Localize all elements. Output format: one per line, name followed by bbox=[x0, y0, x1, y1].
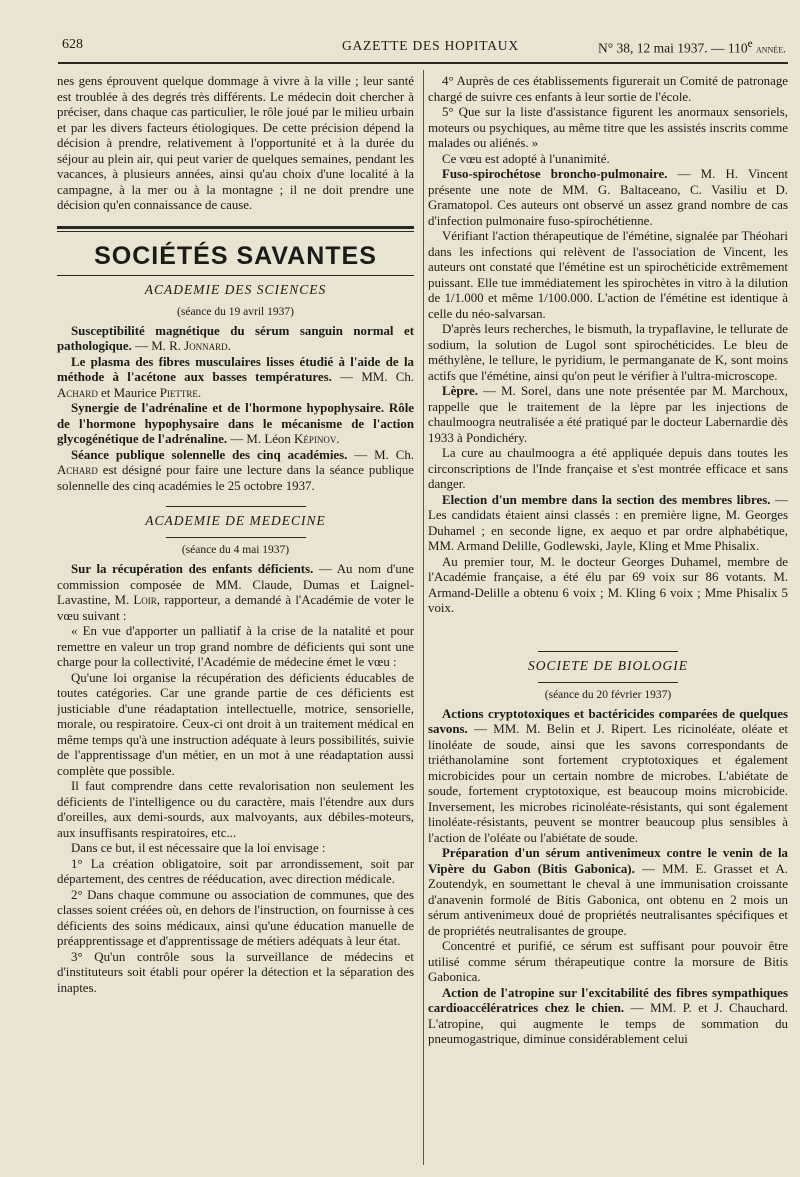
medecine-paragraph: Qu'une loi organise la récupération des déficients éducables de toutes catégories. Car une grande partie de ces déficients est justiciable d'une réadaptation intellectuelle, motrice, sensorielle, morale, ou respiratoire. Ceux-ci ont droit à un traitement médical en même temps qu'à une instruction adéquate à leurs possibilités, suivie de l'apprentissage d'un métier, en un mot à une réadaptation aussi complète que possible. bbox=[57, 670, 414, 778]
lepre-paragraph: La cure au chaulmoogra a été appliquée depuis dans toutes les circonscriptions de l'Inde française et s'est montrée efficace et sans danger. bbox=[428, 446, 788, 491]
medecine-item: Sur la récupération des enfants déficients. — Au nom d'une commission composée de MM. Claude, Dumas et Laignel-Lavastine, M. Loir, rapporteur, a demandé à l'Académie de voter le vœu suivant : bbox=[57, 562, 414, 623]
fuso-paragraph: Vérifiant l'action thérapeutique de l'émétine, signalée par Théohari dans les infections qui relèvent de l'association de Vincent, les auteurs ont constaté que l'émétine est un spirochéticide extrêmement puissant. Elle tue immédiatement les spirochètes in vitro à la dilution de 1/1.000 et même 1/100.000. L'action de l'émétine est identique à celle du néo-salvarsan. bbox=[428, 229, 788, 321]
medecine-paragraph: « En vue d'apporter un palliatif à la crise de la natalité et pour remettre en valeur un trop grand nombre de déficients qui sont une charge pour la collectivité, l'Académie de médecine émet le vœu : bbox=[57, 624, 414, 669]
sciences-item-3: Synergie de l'adrénaline et de l'hormone hypophysaire. Rôle de l'hormone hypophysaire dans le mécanisme de l'action glycogénétique de l'adrénaline. — M. Léon Képinov. bbox=[57, 401, 414, 446]
election-item: Election d'un membre dans la section des membres libres. — Les candidats étaient ainsi classés : en première ligne, M. Georges Duhamel ; en seconde ligne, ex aequo et par ordre alphabétique, MM. Armand Delille, Godlewski, Jayle, Kling et Mme Phisalix. bbox=[428, 492, 788, 553]
divider-rule bbox=[166, 537, 306, 538]
title-rule bbox=[57, 275, 414, 276]
left-column bbox=[57, 74, 414, 1164]
fuso-item: Fuso-spirochétose broncho-pulmonaire. — M. H. Vincent présente une note de MM. G. Baltaceano, C. Vasiliu et D. Gramatopol. Ces auteurs ont observé un assez grand nombre de cas d'infection pulmonaire fuso-spirochétienne. bbox=[428, 167, 788, 228]
serum-item: Préparation d'un sérum antivenimeux contre le venin de la Vipère du Gabon (Bitis Gabonica). — MM. E. Grasset et A. Zoutendyk, en soumettant le cheval à une immunisation croissante d'anavenin formolé de Bitis Gabonica, ont obtenu en 2 mois un sérum antivenimeux doué de propriétés neutralisantes spécifiques et de propriétés neutralisantes de groupe. bbox=[428, 846, 788, 938]
intro-paragraph: nes gens éprouvent quelque dommage à vivre à la ville ; leur santé est troublée à des degrés très différents. Le médecin doit chercher à préciser, dans chaque cas particulier, le rôle joué par le milieu urbain et par les divers facteurs étiologiques. De cette précision dépend la décision à prendre, relativement à l'opportunité et à la durée du séjour au plein air, qui peut varier de quelques semaines, pendant les vacances, à plusieurs années, ainsi qu'au choix d'une localité à la campagne, à la mer ou à la montagne ; il ne doit prendre une décision qu'en connaissance de cause. bbox=[57, 74, 414, 212]
journal-title: GAZETTE DES HOPITAUX bbox=[342, 38, 519, 53]
right-column bbox=[428, 74, 788, 1164]
running-header bbox=[58, 36, 788, 64]
page-number: 628 bbox=[62, 37, 83, 52]
sciences-session-date: (séance du 19 avril 1937) bbox=[177, 305, 294, 318]
section-title: SOCIÉTÉS SAVANTES bbox=[94, 241, 377, 270]
divider-rule bbox=[538, 651, 678, 652]
academie-sciences-heading: ACADEMIE DES SCIENCES bbox=[144, 281, 327, 297]
medecine-paragraph: 2° Dans chaque commune ou association de communes, que des classes soient créées où, en dehors de l'instruction, on fournisse à ces déficients des soins médicaux, ainsi qu'une éducation manuelle de préapprentissage et d'apprentissage de métiers adéquats à leur état. bbox=[57, 887, 414, 948]
column-divider bbox=[423, 70, 424, 1165]
biologie-session-date: (séance du 20 février 1937) bbox=[544, 688, 672, 701]
medecine-paragraph: Dans ce but, il est nécessaire que la loi envisage : bbox=[71, 841, 326, 855]
societe-biologie-heading: SOCIETE DE BIOLOGIE bbox=[528, 657, 688, 673]
serum-paragraph: Concentré et purifié, ce sérum est suffisant pour pouvoir être utilisé comme sérum thérapeutique contre la morsure de Bitis Gabonica. bbox=[428, 939, 788, 984]
voeu-paragraph: 5° Que sur la liste d'assistance figurent les anormaux sensoriels, moteurs ou psychiques, au même titre que les assistés inscrits comme malades ou aliénés. » bbox=[428, 105, 788, 150]
issue-info: N° 38, 12 mai 1937. — 110e année. bbox=[598, 38, 786, 56]
sciences-item-2: Le plasma des fibres musculaires lisses étudié à l'aide de la méthode à l'acétone aux basses températures. — MM. Ch. Achard et Maurice Piettre. bbox=[57, 354, 414, 400]
election-paragraph: Au premier tour, M. le docteur Georges Duhamel, membre de l'Académie française, a été élu par 69 voix sur 86 votants. M. Armand-Delille a obtenu 6 voix ; M. Kling 6 voix ; Mme Phisalix 5 voix. bbox=[428, 554, 788, 615]
divider-rule bbox=[538, 682, 678, 683]
atropine-item: Action de l'atropine sur l'excitabilité des fibres sympathiques cardioaccélératrices chez le chien. — MM. P. et J. Chauchard. L'atropine, qui augmente le temps de sommation du pneumogastrique, diminue considérablement celui bbox=[428, 985, 788, 1046]
medecine-paragraph: Il faut comprendre dans cette revalorisation non seulement les déficients de l'intelligence ou du caractère, mais l'étendre aux durs d'oreilles, aux demi-sourds, aux malvoyants, aux débiles-moteurs, aux insuffisants respiratoires, etc... bbox=[57, 779, 414, 840]
sciences-item-1: Susceptibilité magnétique du sérum sanguin normal et pathologique. — M. R. Jonnard. bbox=[57, 323, 414, 353]
voeu-paragraph: Ce vœu est adopté à l'unanimité. bbox=[442, 151, 610, 166]
divider-rule bbox=[166, 506, 306, 507]
medecine-paragraph: 3° Qu'un contrôle sous la surveillance de médecins et d'instituteurs soit établi pour opérer la détection et la séparation des inaptes. bbox=[57, 949, 414, 995]
medecine-session-date: (séance du 4 mai 1937) bbox=[181, 544, 290, 556]
voeu-paragraph: 4° Auprès de ces établissements figurerait un Comité de patronage chargé de suivre ces enfants à leur sortie de l'école. bbox=[428, 74, 788, 104]
section-divider bbox=[57, 226, 414, 232]
fuso-paragraph: D'après leurs recherches, le bismuth, la trypaflavine, le tellurate de sodium, la solution de Lugol sont spirochéticides. Le bleu de méthylène, le tellure, le pyridium, le permanganate de K, sont moins actifs que l'émétine, ainsi qu'on peut le vérifier à l'ultra-microscope. bbox=[428, 322, 788, 383]
sciences-item-4: Séance publique solennelle des cinq académies. — M. Ch. Achard est désigné pour faire une lecture dans la séance publique solennelle des cinq académies le 25 octobre 1937. bbox=[57, 447, 414, 493]
actions-item: Actions cryptotoxiques et bactéricides comparées de quelques savons. — MM. M. Belin et J. Ripert. Les ricinoléate, oléate et linoléate de soude, ainsi que les savons correspondants de triéthanolamine sont fortement cryptotoxiques et également microbicides pour un certain nombre de microbes. L'abiétate de soude, fortement cryptotoxique, est beaucoup moins microbicide. Inversement, les microbes ricinoléate-résistants, qui sont également linoléate-résistants, peuvent se montrer beaucoup plus sensibles à l'action de l'oléate ou l'abiétate de soude. bbox=[428, 706, 788, 845]
lepre-item: Lèpre. — M. Sorel, dans une note présentée par M. Marchoux, rappelle que le traitement de la lèpre par les injections de chaulmoogra neutralisée a été pratiqué par le docteur Labernardie dès 1933 à Pondichéry. bbox=[428, 384, 788, 445]
medecine-paragraph: 1° La création obligatoire, soit par arrondissement, soit par département, des centres de rééducation, avec direction médicale. bbox=[57, 856, 414, 886]
academie-medecine-heading: ACADEMIE DE MEDECINE bbox=[145, 513, 326, 528]
